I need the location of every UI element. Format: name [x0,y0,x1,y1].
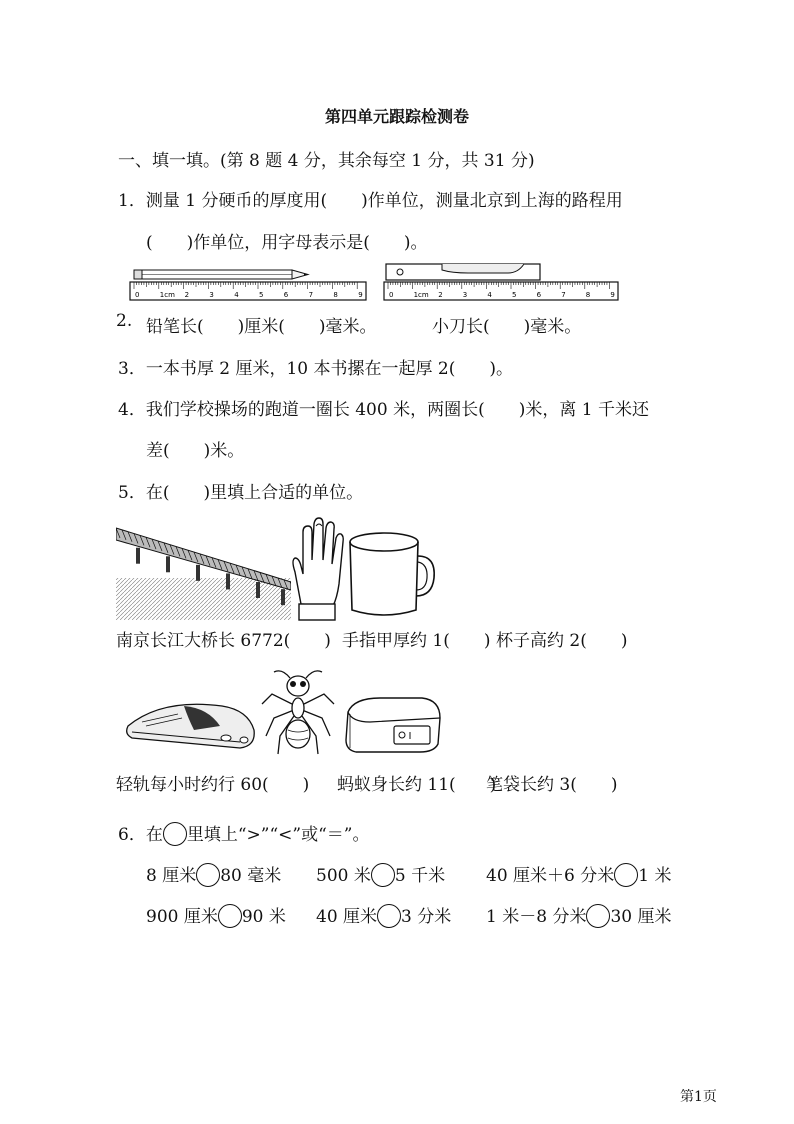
ruler-label: 4 [487,291,492,299]
ruler-label: 8 [585,291,591,299]
pencil-case-picture [340,692,444,756]
q6-r2-1-left: 900 厘米 [146,907,218,927]
answer-circle-icon[interactable] [586,904,610,928]
ruler-label: 8 [333,291,338,299]
answer-circle-icon[interactable] [218,904,242,928]
bridge-pier [256,582,260,598]
q6-r1-3-right: 1 米 [638,866,672,886]
ruler-2-icon [384,282,618,300]
q3-text: 3．一本书厚 2 厘米，10 本书摞在一起厚 2( )。 [118,359,513,379]
q6-suffix: 里填上“>”“<”或“＝”。 [186,825,370,845]
q5-row2-item1: 轻轨每小时约行 60( ) [116,775,310,795]
compare-circle-icon [163,822,187,846]
ruler-label: 5 [259,291,264,299]
cup-picture [346,530,438,620]
ruler-label: 6 [536,291,542,299]
ruler-label: 9 [610,291,615,299]
ruler-label: 2 [438,291,443,299]
bridge-pier [166,556,170,572]
q6-row2-item3 [486,904,672,928]
answer-circle-icon[interactable] [377,904,401,928]
answer-circle-icon[interactable] [371,863,395,887]
q4-line1: 4．我们学校操场的跑道一圈长 400 米，两圈长( )米，离 1 千米还 [118,400,649,420]
ruler-label: 9 [358,291,363,299]
ruler-label: 1cm [159,291,175,299]
ant-picture [256,664,342,764]
q1-line1: 1．测量 1 分硬币的厚度用( )作单位，测量北京到上海的路程用 [118,191,623,211]
q5-text: 5．在( )里填上合适的单位。 [118,483,364,503]
page-title: 第四单元跟踪检测卷 [324,107,469,126]
q2-knife-text: 小刀长( )毫米。 [432,317,582,337]
q2-number: 2. [116,311,133,331]
knife-ruler-figure [382,262,622,304]
q6-r2-1-right: 90 米 [241,907,286,927]
bridge-picture [116,520,291,620]
q1-line2: ( )作单位，用字母表示是( )。 [146,233,428,253]
q6-r2-3-left: 1 米－8 分米 [486,907,587,927]
q6-row1-item2 [316,863,445,887]
bridge-pier [136,548,140,564]
answer-circle-icon[interactable] [196,863,220,887]
ruler-label: 5 [512,291,517,299]
q6-r2-3-right: 30 厘米 [610,907,672,927]
ruler-label: 4 [234,291,239,299]
page-number: 第1页 [680,1089,717,1105]
q5-row1-item2: 手指甲厚约 1( ) [342,631,491,651]
hand-picture [287,514,347,622]
q6-r2-2-left: 40 厘米 [316,907,378,927]
ruler-label: 0 [389,291,394,299]
bridge-pier [226,573,230,589]
q5-row1-item3: 杯子高约 2( ) [496,631,628,651]
q6-r2-2-right: 3 分米 [401,907,452,927]
q6-r1-3-left: 40 厘米＋6 分米 [486,866,615,886]
pencil-icon [134,270,308,279]
answer-circle-icon[interactable] [614,863,638,887]
ruler-label: 2 [184,291,190,299]
q6-r1-1-left: 8 厘米 [146,866,197,886]
ruler-label: 6 [283,291,289,299]
q6-row1-item1 [146,863,281,887]
q5-row2-item3: 笔袋长约 3( ) [486,775,618,795]
q6-prefix: 6．在 [118,825,163,845]
q6-r1-2-right: 5 千米 [394,866,446,886]
bridge-pier [281,589,285,605]
q2-pencil-text: 铅笔长( )厘米( )毫米。 [146,317,377,337]
q6-r1-2-left: 500 米 [316,866,371,886]
q6-r1-1-right: 80 毫米 [220,866,282,886]
q6-row2-item1 [146,904,286,928]
pencil-ruler-figure [128,266,368,304]
ruler-label: 7 [561,291,566,299]
ruler-label: 1cm [413,291,429,299]
ruler-1-icon [130,282,366,300]
q5-row2-item2: 蚂蚁身长约 11( ) [337,775,497,795]
ruler-label: 7 [308,291,314,299]
knife-icon [386,264,540,280]
q6-instruction [118,822,369,846]
q4-line2: 差( )米。 [146,441,245,461]
q5-row1-item1: 南京长江大桥长 6772( ) [116,631,331,651]
ruler-label: 0 [135,291,140,299]
q6-row2-item2 [316,904,451,928]
train-picture [122,692,260,754]
bridge-pier [196,565,200,581]
ruler-label: 3 [209,291,214,299]
section-1-heading: 一、填一填。(第 8 题 4 分，其余每空 1 分，共 31 分) [118,151,535,171]
q6-row1-item3 [486,863,672,887]
ruler-label: 3 [462,291,468,299]
